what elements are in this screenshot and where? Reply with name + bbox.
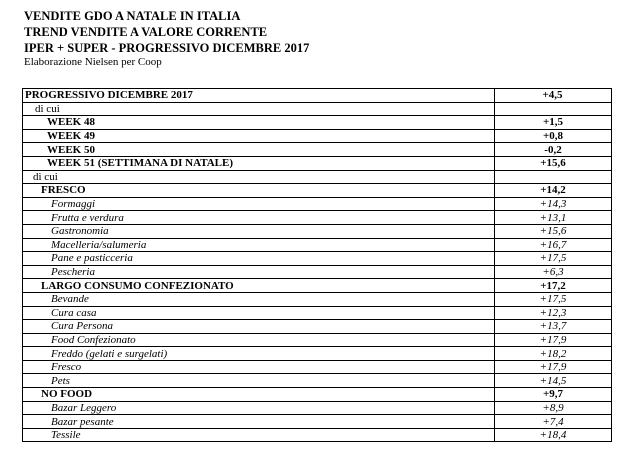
row-label: Cura Persona xyxy=(23,320,495,334)
table-row xyxy=(23,129,612,143)
document-header xyxy=(24,8,309,69)
table-row xyxy=(23,224,612,238)
row-value: +14,2 xyxy=(495,184,612,198)
row-value: +0,8 xyxy=(495,129,612,143)
row-value: +17,2 xyxy=(495,279,612,293)
table-row xyxy=(23,292,612,306)
row-label: Frutta e verdura xyxy=(23,211,495,225)
row-label: Bazar Leggero xyxy=(23,401,495,415)
title-line-3: IPER + SUPER - PROGRESSIVO DICEMBRE 2017 xyxy=(24,41,310,55)
table-row xyxy=(23,89,612,103)
row-value: -0,2 xyxy=(495,143,612,157)
row-value: +4,5 xyxy=(495,89,612,103)
row-value xyxy=(495,170,612,184)
row-label: Macelleria/salumeria xyxy=(23,238,495,252)
row-label: Bazar pesante xyxy=(23,415,495,429)
row-label: LARGO CONSUMO CONFEZIONATO xyxy=(23,279,495,293)
row-label: WEEK 48 xyxy=(23,116,495,130)
row-value: +18,2 xyxy=(495,347,612,361)
row-label: PROGRESSIVO DICEMBRE 2017 xyxy=(23,89,495,103)
row-value: +15,6 xyxy=(495,156,612,170)
row-value: +16,7 xyxy=(495,238,612,252)
row-value: +7,4 xyxy=(495,415,612,429)
source-note: Elaborazione Nielsen per Coop xyxy=(24,56,162,68)
table-row xyxy=(23,197,612,211)
row-value: +17,9 xyxy=(495,333,612,347)
row-value: +6,3 xyxy=(495,265,612,279)
table-row xyxy=(23,252,612,266)
table-row xyxy=(23,388,612,402)
table-row xyxy=(23,184,612,198)
table-row xyxy=(23,156,612,170)
row-value: +13,1 xyxy=(495,211,612,225)
table-row xyxy=(23,238,612,252)
row-label: Fresco xyxy=(23,360,495,374)
table-row xyxy=(23,374,612,388)
row-value: +8,9 xyxy=(495,401,612,415)
table-row xyxy=(23,102,612,116)
table-row xyxy=(23,279,612,293)
row-value: +13,7 xyxy=(495,320,612,334)
row-label: Freddo (gelati e surgelati) xyxy=(23,347,495,361)
row-label: Cura casa xyxy=(23,306,495,320)
sales-trend-table xyxy=(22,88,612,442)
row-label: di cui xyxy=(23,102,495,116)
table-row xyxy=(23,143,612,157)
row-value: +17,9 xyxy=(495,360,612,374)
row-value: +12,3 xyxy=(495,306,612,320)
row-label: WEEK 50 xyxy=(23,143,495,157)
row-value: +14,3 xyxy=(495,197,612,211)
row-value: +1,5 xyxy=(495,116,612,130)
row-value xyxy=(495,102,612,116)
row-label: Bevande xyxy=(23,292,495,306)
row-label: WEEK 51 (SETTIMANA DI NATALE) xyxy=(23,156,495,170)
row-label: Gastronomia xyxy=(23,224,495,238)
table-row xyxy=(23,116,612,130)
row-value: +17,5 xyxy=(495,292,612,306)
row-value: +14,5 xyxy=(495,374,612,388)
row-value: +9,7 xyxy=(495,388,612,402)
row-label: FRESCO xyxy=(23,184,495,198)
row-label: WEEK 49 xyxy=(23,129,495,143)
title-line-1: VENDITE GDO A NATALE IN ITALIA xyxy=(24,9,241,23)
table-row xyxy=(23,347,612,361)
row-label: Formaggi xyxy=(23,197,495,211)
title-line-2: TREND VENDITE A VALORE CORRENTE xyxy=(24,25,268,39)
row-value: +17,5 xyxy=(495,252,612,266)
table-row xyxy=(23,415,612,429)
table-row xyxy=(23,428,612,442)
table-row xyxy=(23,333,612,347)
row-label: Pane e pasticceria xyxy=(23,252,495,266)
row-label: Food Confezionato xyxy=(23,333,495,347)
table-row xyxy=(23,265,612,279)
table-row xyxy=(23,170,612,184)
row-label: NO FOOD xyxy=(23,388,495,402)
table-body xyxy=(23,89,612,442)
row-label: Tessile xyxy=(23,428,495,442)
row-label: di cui xyxy=(23,170,495,184)
row-value: +18,4 xyxy=(495,428,612,442)
row-value: +15,6 xyxy=(495,224,612,238)
table-row xyxy=(23,360,612,374)
row-label: Pescheria xyxy=(23,265,495,279)
table-row xyxy=(23,211,612,225)
table-row xyxy=(23,320,612,334)
table-row xyxy=(23,401,612,415)
table-row xyxy=(23,306,612,320)
row-label: Pets xyxy=(23,374,495,388)
